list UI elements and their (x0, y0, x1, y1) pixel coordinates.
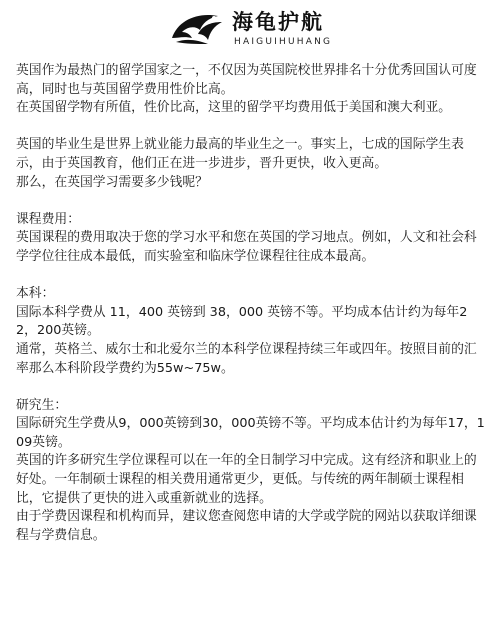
postgraduate-heading: 研究生： (16, 397, 68, 413)
undergraduate-body-1: 国际本科学费从 11，400 英镑到 38，000 英镑不等。平均成本估计约为每年22，200英镑。 (16, 304, 468, 339)
course-fee-body: 英国课程的费用取决于您的学习水平和您在英国的学习地点。例如，人文和社会科学学位往往成本最低，而实验室和临床学位课程往往成本最高。 (16, 230, 477, 264)
postgraduate-body-1: 国际研究生学费从9，000英镑到30，000英镑不等。平均成本估计约为每年17，109英镑。 (16, 416, 485, 450)
intro-paragraph-1: 英国作为最热门的留学国家之一，不仅因为英国院校世界排名十分优秀回国认可度高，同时也与英国留学费用性价比高。 (16, 63, 477, 97)
brand-name-cn: 海龟护航 (232, 10, 324, 34)
spacer (16, 118, 486, 137)
intro-paragraph-2: 在英国留学物有所值，性价比高，这里的留学平均费用低于美国和澳大利亚。 (16, 100, 452, 116)
spacer (16, 267, 486, 286)
brand-header (0, 0, 500, 56)
postgraduate-body-3: 由于学费因课程和机构而异，建议您查阅您申请的大学或学院的网站以获取详细课程与学费信息。 (16, 509, 477, 543)
brand-name-en: HAIGUIHUHANG (234, 37, 333, 47)
spacer (16, 378, 486, 397)
article-body (16, 62, 486, 545)
graduate-paragraph-2: 那么，在英国学习需要多少钱呢？ (16, 174, 208, 190)
graduate-paragraph-1: 英国的毕业生是世界上就业能力最高的毕业生之一。事实上，七成的国际学生表示，由于英国教育，他们正在进一步进步，晋升更快，收入更高。 (16, 137, 464, 171)
undergraduate-body-2: 通常，英格兰、威尔士和北爱尔兰的本科学位课程持续三年或四年。按照目前的汇率那么本科阶段学费约为55w~75w。 (16, 341, 477, 376)
course-fee-heading: 课程费用： (16, 211, 80, 227)
turtle-logo-icon (168, 8, 226, 48)
spacer (16, 192, 486, 211)
postgraduate-body-2: 英国的许多研究生学位课程可以在一年的全日制学习中完成。这有经济和职业上的好处。一年制硕士课程的相关费用通常更少，更低。与传统的两年制硕士课程相比，它提供了更快的进入或重新就业的选择。 (16, 453, 477, 506)
undergraduate-heading: 本科： (16, 286, 55, 302)
